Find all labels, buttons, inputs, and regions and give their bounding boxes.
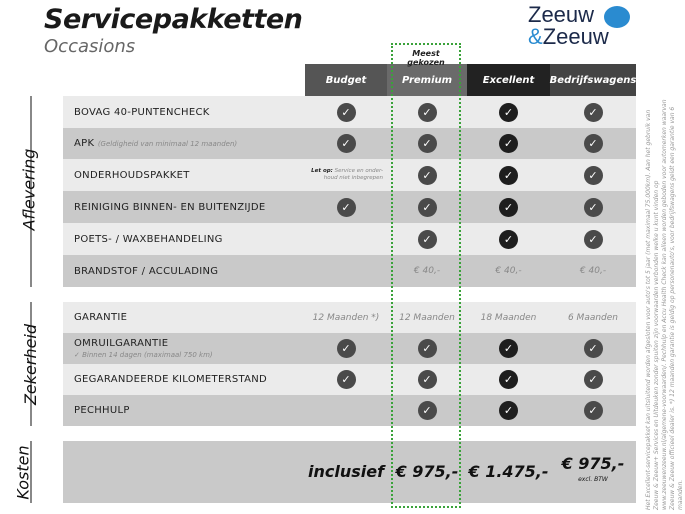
table-row-bovag — [63, 96, 636, 128]
cell-text: 6 Maanden — [567, 312, 619, 323]
row-label: BOVAG 40-PUNTENCHECK — [74, 106, 210, 118]
check-icon: ✓ — [418, 339, 437, 358]
check-icon: ✓ — [337, 103, 356, 122]
row-label: GEGARANDEERDE KILOMETERSTAND — [74, 374, 268, 385]
cell-text: 12 Maanden *) — [312, 312, 380, 323]
check-icon: ✓ — [337, 134, 356, 153]
cell-text: 18 Maanden — [480, 312, 537, 323]
check-icon: ✓ — [499, 401, 518, 420]
check-icon: ✓ — [584, 401, 603, 420]
costs-row — [63, 441, 636, 503]
table-row-apk — [63, 128, 636, 159]
footnote: Het Excellent-servicepakket kan uitsluitend worden afgesloten voor auto's tot 5 jaar (met maximaal 75.000km). Aan het gebruik van Zeeuw & Zeeuw+ Services en Uitdeuken zonder spuiten zijn voorwaarden verbonden welke u kunt vinden op www.zeeuwenzeeuw.nl/algemene-voorwaarden/. Pechhulp en Accu Health Check kan alleen worden geboden voor automerken waarvan Zeeuw & Zeeuw officieel dealer is. *) 12 maanden garantie is geldig op personenauto's, voor bedrijfswagens geldt een garantie van 6 maanden. — [645, 99, 684, 510]
column-header-excellent: Excellent — [467, 64, 550, 96]
cell-text: € 40,- — [579, 266, 607, 276]
table-row-poets — [63, 223, 636, 255]
table-row-brandstof — [63, 255, 636, 287]
section-label-kosten: Kosten — [13, 445, 33, 500]
page-subtitle: Occasions — [44, 36, 136, 57]
row-label: GARANTIE — [74, 312, 128, 323]
check-icon: ✓ — [499, 166, 518, 185]
check-icon: ✓ — [418, 134, 437, 153]
check-icon: ✓ — [499, 198, 518, 217]
cell-text: € 40,- — [495, 266, 522, 276]
row-subnote: ✓ Binnen 14 dagen (maximaal 750 km) — [74, 350, 213, 359]
row-label: POETS- / WAXBEHANDELING — [74, 233, 223, 245]
check-icon: ✓ — [584, 198, 603, 217]
price-premium: € 975,- — [395, 462, 459, 481]
check-icon: ✓ — [499, 230, 518, 249]
row-label: APK (Geldigheid van minimaal 12 maanden) — [74, 138, 238, 149]
section-label-aflevering: Aflevering — [19, 148, 39, 231]
page-title: Servicepakketten — [44, 4, 303, 35]
check-icon: ✓ — [418, 401, 437, 420]
table-row-reiniging — [63, 191, 636, 223]
check-icon: ✓ — [418, 166, 437, 185]
row-label: ONDERHOUDSPAKKET — [74, 169, 190, 181]
price-note: excl. BTW — [578, 476, 608, 483]
most-chosen-label: Meest gekozen — [407, 49, 445, 67]
price-bedrijfswagens: € 975,- excl. BTW — [562, 456, 625, 488]
check-icon: ✓ — [584, 166, 603, 185]
check-icon: ✓ — [499, 339, 518, 358]
check-icon: ✓ — [418, 198, 437, 217]
check-icon: ✓ — [499, 134, 518, 153]
check-icon: ✓ — [584, 339, 603, 358]
check-icon: ✓ — [337, 370, 356, 389]
check-icon: ✓ — [337, 198, 356, 217]
price-budget: inclusief — [307, 462, 385, 481]
table-row-onderhoud — [63, 159, 636, 191]
row-note: (Geldigheid van minimaal 12 maanden) — [97, 140, 238, 148]
check-icon: ✓ — [584, 103, 603, 122]
section-label-zekerheid: Zekerheid — [21, 323, 41, 406]
table-row-km — [63, 364, 636, 395]
price-excellent: € 1.475,- — [468, 462, 549, 481]
table-row-garantie — [63, 302, 636, 333]
check-icon: ✓ — [418, 103, 437, 122]
column-header-bedrijfswagens: Bedrijfswagens — [550, 64, 636, 96]
check-icon: ✓ — [499, 370, 518, 389]
check-icon: ✓ — [584, 370, 603, 389]
column-header-premium: Premium — [387, 64, 467, 96]
check-icon: ✓ — [418, 370, 437, 389]
check-icon: ✓ — [499, 103, 518, 122]
check-icon: ✓ — [337, 339, 356, 358]
row-label: BRANDSTOF / ACCULADING — [74, 265, 219, 277]
check-icon: ✓ — [584, 134, 603, 153]
table-row-omruil — [63, 333, 636, 364]
row-label: REINIGING BINNEN- EN BUITENZIJDE — [74, 201, 266, 213]
row-label: OMRUILGARANTIE ✓ Binnen 14 dagen (maximaal 750 km) — [74, 337, 213, 359]
budget-note: Let op: Service en onder-houd niet inbegrepen — [311, 168, 383, 181]
row-label: PECHHULP — [74, 405, 130, 416]
cell-text: 12 Maanden — [399, 312, 455, 323]
table-row-pechhulp — [63, 395, 636, 426]
logo: Zeeuw &Zeeuw — [528, 2, 609, 49]
cell-text: € 40,- — [413, 266, 441, 276]
check-icon: ✓ — [418, 230, 437, 249]
column-header-budget: Budget — [305, 64, 387, 96]
check-icon: ✓ — [584, 230, 603, 249]
